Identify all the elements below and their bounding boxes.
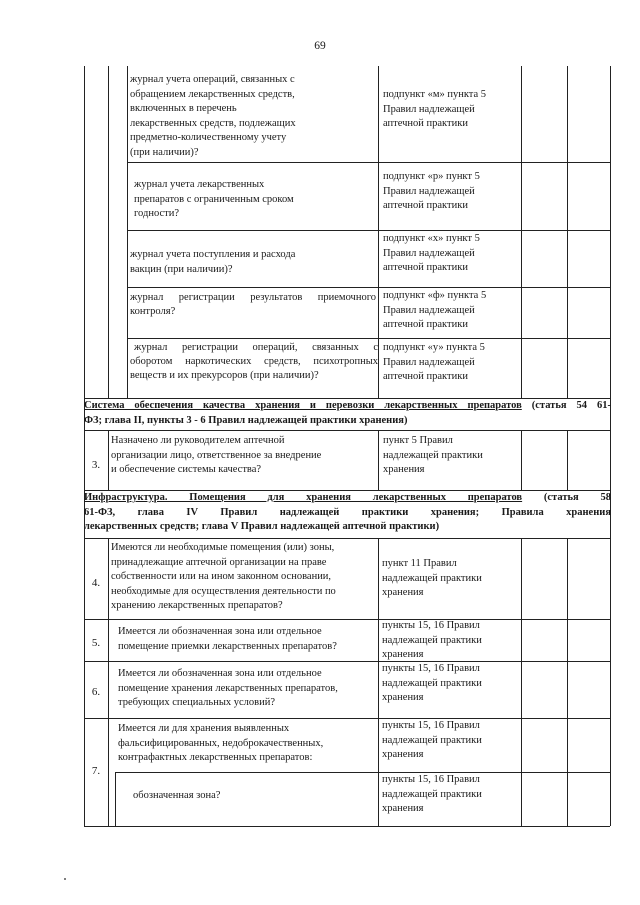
reference-text: подпункт «у» пункта 5 Правил надлежащей аптечной практики — [383, 342, 485, 382]
question-text: журнал учета лекарственных препаратов с ограниченным сроком годности? — [134, 179, 294, 219]
r3-num-divider — [108, 430, 109, 490]
col-question-divider — [378, 66, 379, 398]
row-number: 7. — [91, 765, 101, 777]
question-text: журнал регистрации операций, связанных с — [134, 342, 378, 353]
section-bottom-line — [84, 430, 610, 431]
question-text: оборотом наркотических средств, психотропных — [130, 356, 378, 367]
r3-question-divider — [378, 430, 379, 490]
question-text: журнал учета операций, связанных с обращением лекарственных средств, включенных в перечень лекарственных средств, подлежащих предметно-количественному учету (при наличии)? — [130, 74, 296, 158]
question-text: Имеется ли для хранения выявленных фальсифицированных, недоброкачественных, контрафактных лекарственных препаратов: — [118, 723, 324, 763]
reference-text: пункты 15, 16 Правил надлежащей практики хранения — [382, 720, 482, 760]
question-text: Имеется ли обозначенная зона или отдельное помещение приемки лекарственных препаратов? — [118, 626, 337, 652]
section-header-quality — [84, 399, 611, 428]
r3-reference-divider — [521, 430, 522, 490]
section-bottom-line — [84, 538, 610, 539]
row-sep — [84, 661, 610, 662]
r4-7-num-divider — [108, 538, 109, 826]
question-text: журнал учета поступления и расхода вакцин (при наличии)? — [130, 249, 296, 275]
row-sep — [84, 718, 610, 719]
row-number: 6. — [91, 686, 101, 698]
row-sep — [115, 772, 610, 773]
col-number-divider — [108, 66, 109, 398]
col-mark-divider — [567, 66, 568, 398]
r7-sub-divider — [115, 772, 116, 826]
row-number: 5. — [91, 637, 101, 649]
row-number: 4. — [91, 577, 101, 589]
section-title-line: ФЗ; глава II, пункты 3 - 6 Правил надлежащей практики хранения) — [84, 414, 408, 426]
reference-text: подпункт «ф» пункта 5 Правил надлежащей аптечной практики — [383, 290, 487, 330]
r4-7-reference-divider — [521, 538, 522, 826]
question-text: журнал регистрации результатов приемочного — [130, 292, 376, 303]
section-title-rest: (статья 58 — [522, 492, 612, 503]
reference-text: пункты 15, 16 Правил надлежащей практики хранения — [382, 663, 482, 703]
row-sep — [127, 287, 610, 288]
row-sep — [127, 230, 610, 231]
section-header-infrastructure — [84, 491, 611, 535]
row-number: 3. — [91, 459, 101, 471]
table-bottom-border — [84, 826, 610, 827]
sub-reference-text: пункты 15, 16 Правил надлежащей практики хранения — [382, 774, 482, 814]
question-text: Имеется ли обозначенная зона или отдельное помещение хранения лекарственных препаратов, требующих специальных условий? — [118, 668, 338, 708]
col-reference-divider — [521, 66, 522, 398]
table-left-border — [84, 66, 85, 826]
reference-text: пункт 5 Правил надлежащей практики хранения — [383, 435, 483, 475]
section-title: Система обеспечения качества хранения и перевозки лекарственных препаратов — [84, 400, 522, 411]
reference-text: подпункт «м» пункта 5 Правил надлежащей аптечной практики — [383, 89, 487, 129]
section-title-line: 61-ФЗ, глава IV Правил надлежащей практики хранения; Правила хранения — [84, 506, 611, 518]
section-title-line — [84, 399, 611, 414]
reference-text: пункт 11 Правил надлежащей практики хранения — [382, 558, 482, 598]
row-sep — [127, 162, 610, 163]
question-text: Имеются ли необходимые помещения (или) зоны, принадлежащие аптечной организации на праве собственности или на ином законном основании, необходимые для осуществления деятельности по хранению лекарственных препаратов? — [111, 542, 336, 611]
scan-speck — [64, 878, 66, 880]
question-text: контроля? — [130, 306, 176, 317]
table-right-border — [610, 66, 611, 826]
section-title-rest: (статья 54 61- — [521, 400, 611, 411]
section-title: Инфраструктура. Помещения для хранения лекарственных препаратов — [84, 492, 523, 503]
section-title-line: лекарственных средств; глава V Правил надлежащей аптечной практики) — [84, 521, 440, 532]
reference-text: пункты 15, 16 Правил надлежащей практики хранения — [382, 620, 482, 660]
row-sep — [84, 619, 610, 620]
r4-7-question-divider — [378, 538, 379, 826]
question-text: Назначено ли руководителем аптечной организации лицо, ответственное за внедрение и обеспечение системы качества? — [111, 435, 322, 475]
r4-7-mark-divider — [567, 538, 568, 826]
sub-question-text: обозначенная зона? — [133, 790, 221, 801]
reference-text: подпункт «х» пункт 5 Правил надлежащей аптечной практики — [383, 233, 480, 273]
section-title-line — [84, 491, 611, 506]
page-number: 69 — [314, 40, 326, 52]
r3-mark-divider — [567, 430, 568, 490]
question-text: веществ и их прекурсоров (при наличии)? — [130, 370, 319, 381]
reference-text: подпункт «р» пункт 5 Правил надлежащей аптечной практики — [383, 171, 480, 211]
row-sep — [127, 338, 610, 339]
col-sub-divider — [127, 66, 128, 398]
